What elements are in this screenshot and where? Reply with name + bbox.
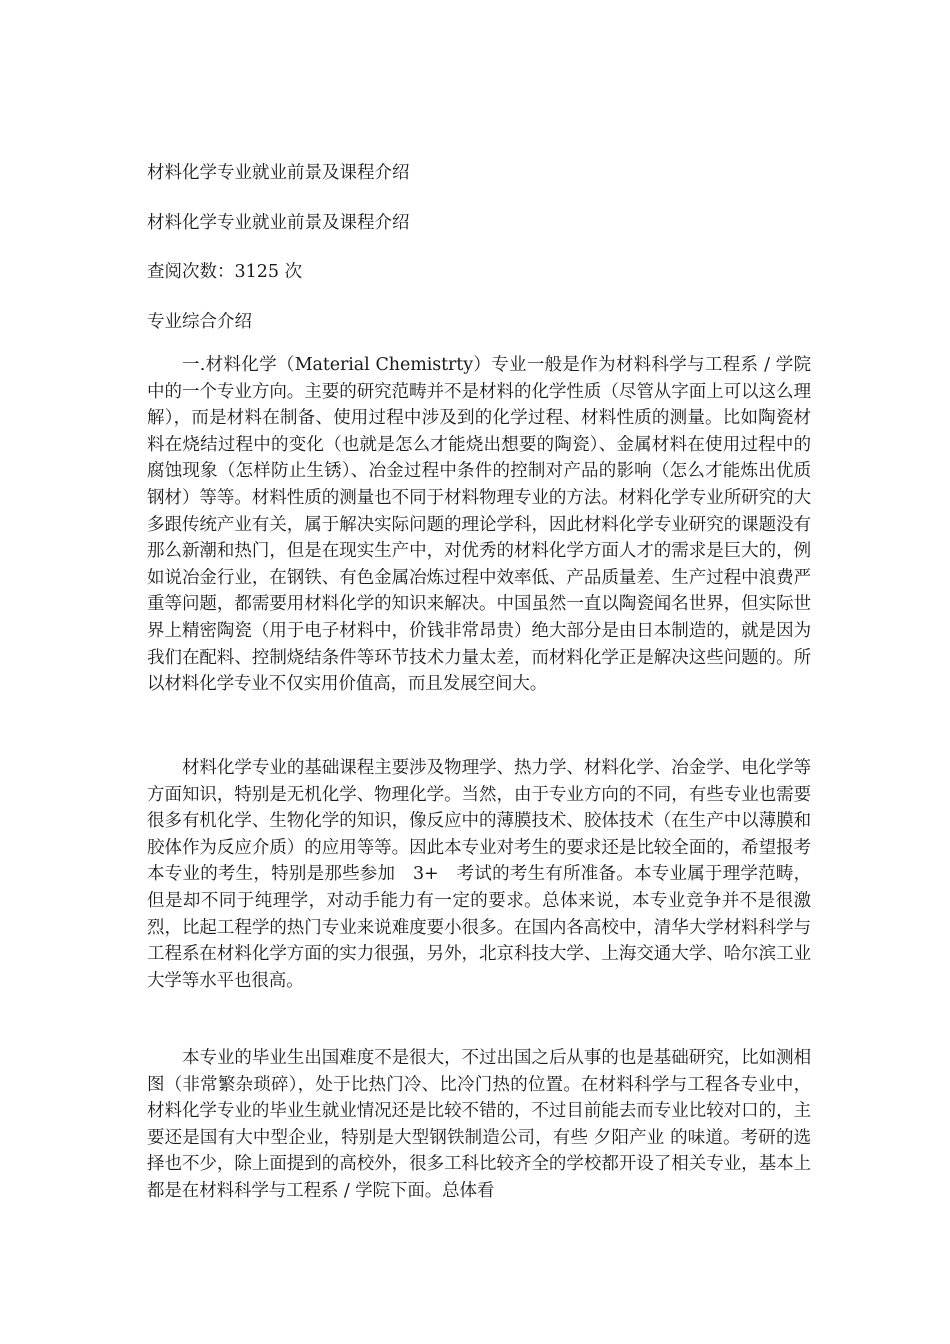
paragraph-curriculum: 材料化学专业的基础课程主要涉及物理学、热力学、材料化学、冶金学、电化学等方面知识，特别是无机化学、物理化学。当然，由于专业方向的不同，有些专业也需要很多有机化学、生物化学的知识，像反应中的薄膜技术、胶体技术（在生产中以薄膜和胶体作为反应介质）的应用等等。因此本专业对考生的要求还是比较全面的，希望报考本专业的考生，特别是那些参加 3+ 考试的考生有所准备。本专业属于理学范畴，但是却不同于纯理学，对动手能力有一定的要求。总体来说，本专业竞争并不是很激烈，比起工程学的热门专业来说难度要小很多。在国内各高校中，清华大学材料科学与工程系在材料化学方面的实力很强，另外，北京科技大学、上海交通大学、哈尔滨工业大学等水平也很高。: [147, 758, 811, 991]
view-count: 查阅次数：3125 次: [147, 262, 303, 282]
paragraph-intro: 一.材料化学（Material Chemistrty）专业一般是作为材料科学与工程系 / 学院中的一个专业方向。主要的研究范畴并不是材料的化学性质（尽管从字面上可以这么理解），而是材料在制备、使用过程中涉及到的化学过程、材料性质的测量。比如陶瓷材料在烧结过程中的变化（也就是怎么才能烧出想要的陶瓷）、金属材料在使用过程中的腐蚀现象（怎样防止生锈）、冶金过程中条件的控制对产品的影响（怎么才能炼出优质钢材）等等。材料性质的测量也不同于材料物理专业的方法。材料化学专业所研究的大多跟传统产业有关，属于解决实际问题的理论学科，因此材料化学专业研究的课题没有那么新潮和热门，但是在现实生产中，对优秀的材料化学方面人才的需求是巨大的，例如说冶金行业，在钢铁、有色金属冶炼过程中效率低、产品质量差、生产过程中浪费严重等问题，都需要用材料化学的知识来解决。中国虽然一直以陶瓷闻名世界，但实际世界上精密陶瓷（用于电子材料中，价钱非常昂贵）绝大部分是由日本制造的，就是因为我们在配料、控制烧结条件等环节技术力量太差，而材料化学正是解决这些问题的。所以材料化学专业不仅实用价值高，而且发展空间大。: [147, 355, 811, 695]
paragraph-career: 本专业的毕业生出国难度不是很大，不过出国之后从事的也是基础研究，比如测相图（非常繁杂琐碎），处于比热门冷、比冷门热的位置。在材料科学与工程各专业中，材料化学专业的毕业生就业情况还是比较不错的，不过目前能去而专业比较对口的，主要还是国有大中型企业，特别是大型钢铁制造公司，有些 夕阳产业 的味道。考研的选择也不少，除上面提到的高校外，很多工科比较齐全的学校都开设了相关专业，基本上都是在材料科学与工程系 / 学院下面。总体看: [147, 1048, 811, 1201]
document-title: 材料化学专业就业前景及课程介绍: [147, 163, 410, 183]
document-subtitle: 材料化学专业就业前景及课程介绍: [147, 213, 410, 233]
section-heading: 专业综合介绍: [147, 312, 252, 332]
